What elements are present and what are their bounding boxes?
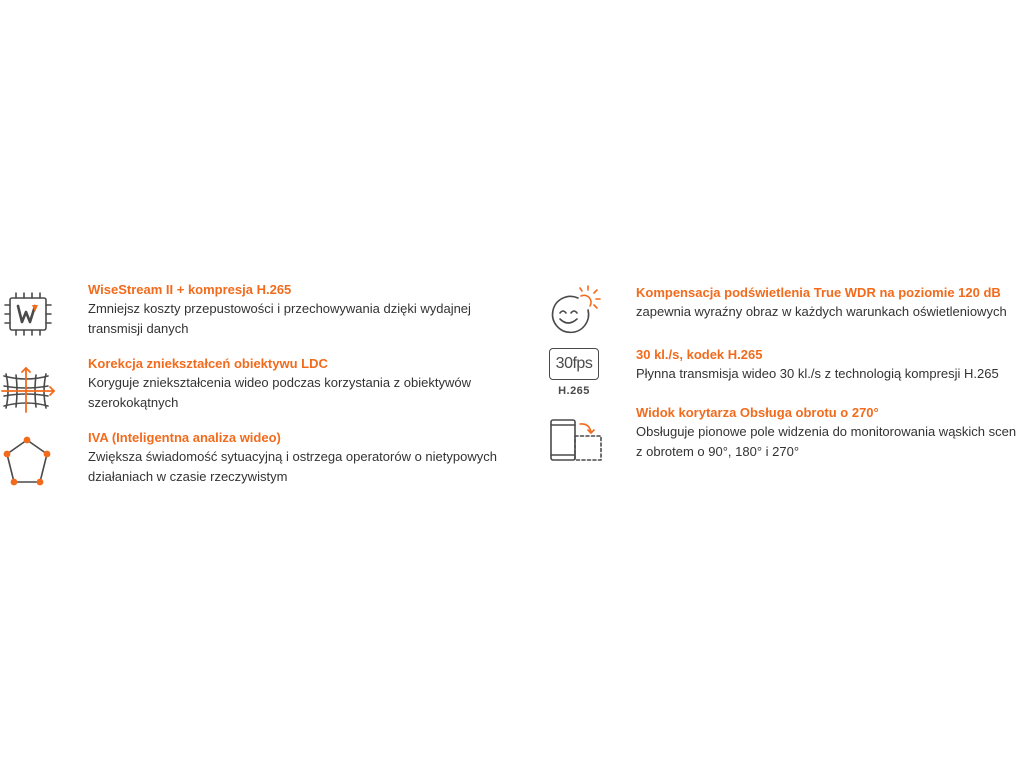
feature-description: zapewnia wyraźny obraz w każdych warunkach oświetleniowych [636,304,1007,319]
feature-description: Obsługuje pionowe pole widzenia do monitorowania wąskich scen z obrotem o 90°, 180° i 270° [636,424,1017,459]
fps-h265-icon [549,348,603,402]
feature-title: IVA (Inteligentna analiza wideo) [88,430,281,445]
feature-description: Płynna transmisja wideo 30 kl./s z technologią kompresji H.265 [636,366,999,381]
feature-title: Korekcja zniekształceń obiektywu LDC [88,356,328,371]
fps-label: 30fps [555,355,593,372]
wisestream-chip-icon [2,292,52,336]
feature-title: Widok korytarza Obsługa obrotu o 270° [636,405,879,420]
feature-title: Kompensacja podświetlenia True WDR na poziomie 120 dB [636,285,1001,300]
feature-title: 30 kl./s, kodek H.265 [636,347,763,362]
ldc-grid-icon [0,366,58,414]
codec-label: H.265 [558,385,590,397]
feature-description: Zmniejsz koszty przepustowości i przechowywania dzięki wydajnej transmisji danych [88,301,471,336]
corridor-rotate-icon [549,418,605,464]
smiley-sun-wdr-icon [546,286,602,336]
feature-title: WiseStream II + kompresja H.265 [88,282,292,297]
pentagon-iva-icon [2,436,52,488]
feature-description: Zwiększa świadomość sytuacyjną i ostrzega operatorów o nietypowych działaniach w czasie rzeczywistym [88,449,497,484]
feature-description: Koryguje zniekształcenia wideo podczas korzystania z obiektywów szerokokątnych [88,375,471,410]
